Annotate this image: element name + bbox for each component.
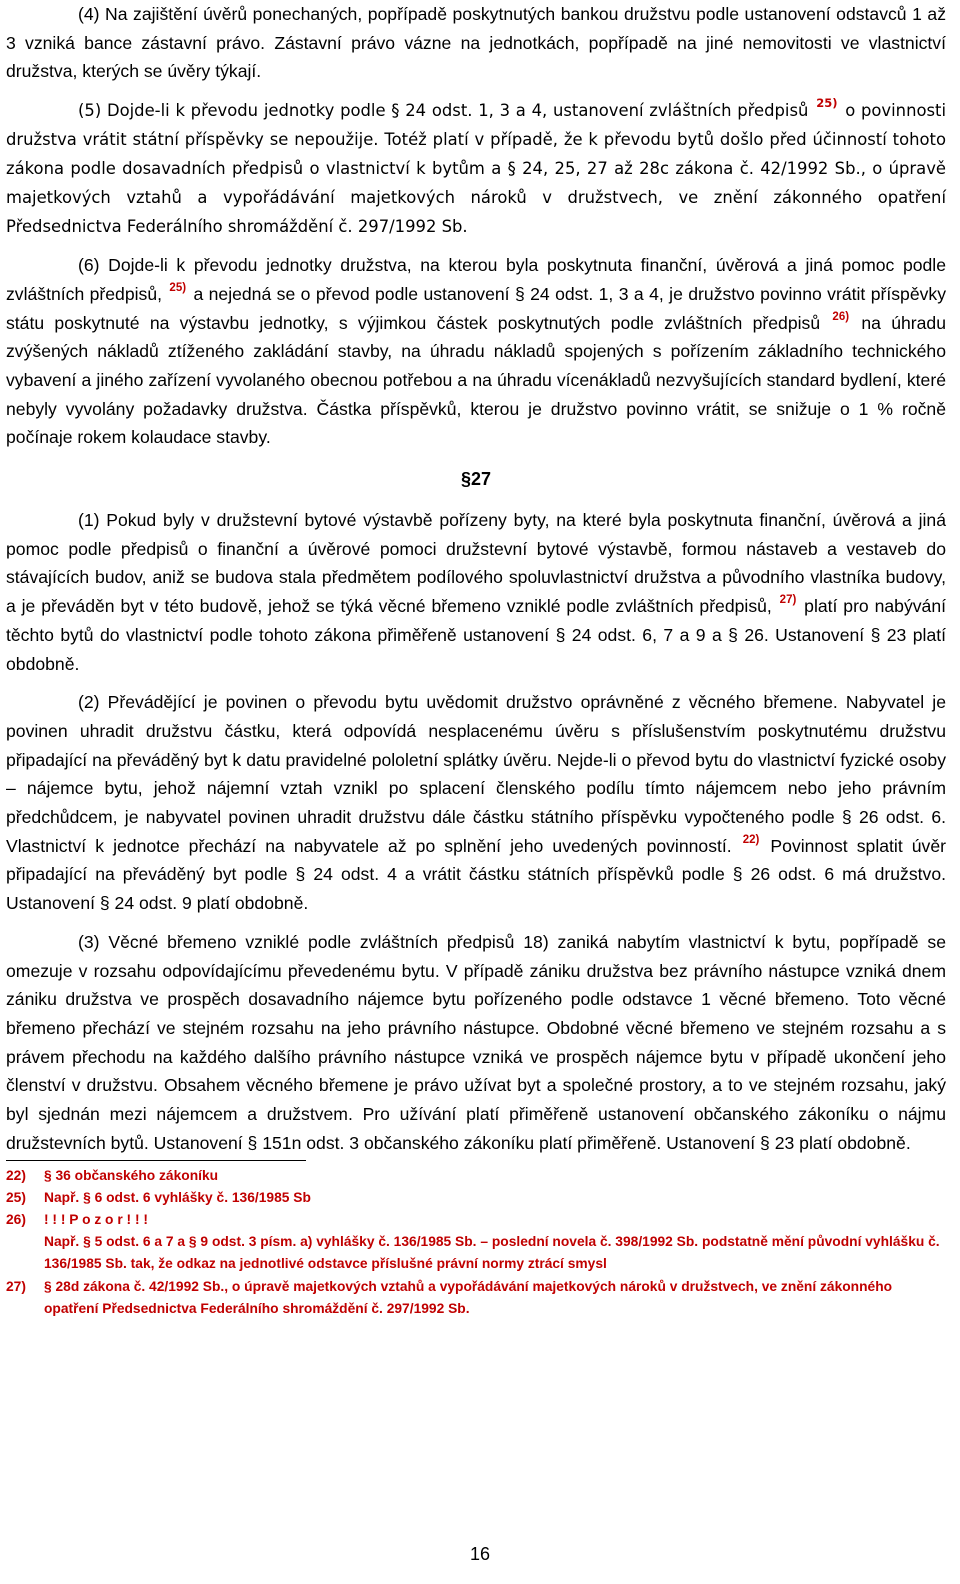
paragraph-1-text-b: platí pro nabývání těchto bytů do vlastnictví podle tohoto zákona přiměřeně ustanovení § 24 odst. 6, 7 a 9 a § 26. Ustanovení § 23 platí obdobně. [6, 596, 946, 674]
footnote-26 [6, 1209, 946, 1231]
footnote-27 [6, 1276, 946, 1320]
paragraph-6-text-b: a nejedná se o převod podle ustanovení § 24 odst. 1, 3 a 4, je družstvo povinno vrátit příspěvky státu poskytnuté na výstavbu jednotky, s výjimkou částek poskytnutých podle zvláštních předpisů [6, 283, 946, 333]
footnote-number: 25) [6, 1189, 26, 1205]
footnotes [6, 1165, 946, 1320]
paragraph-2-text-a: (2) Převádějící je povinen o převodu bytu uvědomit družstvo oprávněné z věcného břemene. Nabyvatel je povinen uhradit družstvu částku, která odpovídá nesplacenému úvěru s příslušenstvím poskytnutému družstvu připadající na převáděný byt k datu pravidelné pololetní splátky úvěru. Nejde-li o převod bytu do vlastnictví fyzické osoby – nájemce bytu, jehož nájemní vztah vznikl po splacení členského podílu tímto nájemcem nebo jeho právním předchůdcem, je nabyvatel povinen uhradit družstvu dále částku státního příspěvku vypočteného podle § 26 odst. 6. Vlastnictví k jednotce přechází na nabyvatele až po splnění jeho uvedených povinností. [6, 692, 946, 856]
footnote-text: Např. § 6 odst. 6 vyhlášky č. 136/1985 Sb [44, 1189, 311, 1205]
paragraph-6-text-c: na úhradu zvýšených nákladů ztíženého zakládání stavby, na úhradu nákladů spojených s pořízením základního technického vybavení a jiného zařízení vyvolaného obecnou potřebou a na úhradu vícenákladů nezvyšujících standard bydlení, které nebyly vyvolány požadavky družstva. Částka příspěvků, kterou je družstvo povinno vrátit, se snižuje o 1 % ročně počínaje rokem kolaudace stavby. [6, 312, 946, 448]
footnote-25 [6, 1187, 946, 1209]
footnote-number: 27) [6, 1278, 26, 1294]
paragraph-1-text-a: (1) Pokud byly v družstevní bytové výstavbě pořízeny byty, na které byla poskytnuta finanční, úvěrová a jiná pomoc podle předpisů o finanční a úvěrové pomoci družstevní bytové výstavbě, formou nástaveb a vestaveb do stávajících budov, aniž se budova stala předmětem podílového spoluvlastnictví družstva a původního vlastníka budovy, a je převáděn byt v této budově, jehož se týká věcné břemeno vzniklé podle zvláštních předpisů, [6, 510, 946, 617]
footnote-22 [6, 1165, 946, 1187]
section-27-paragraph-1 [6, 506, 946, 678]
section-heading: §27 [460, 469, 492, 490]
footnote-text: § 36 občanského zákoníku [44, 1167, 219, 1183]
footnote-number: 26) [6, 1211, 26, 1227]
paragraph-6-text-a: (6) Dojde-li k převodu jednotky družstva, na kterou byla poskytnuta finanční, úvěrová a jiná pomoc podle zvláštních předpisů, [6, 255, 946, 304]
footnote-number [6, 1231, 44, 1275]
paragraph-6 [6, 251, 946, 452]
footnote-number: 22) [6, 1167, 26, 1183]
page-number: 16 [469, 1544, 491, 1564]
footnote-ref-27[interactable]: 27) [779, 594, 797, 607]
footnote-text: § 28d zákona č. 42/1992 Sb., o úpravě majetkových vztahů a vypořádávání majetkových nároků v družstvech, ve znění zákonného opatření Předsednictva Federálního shromáždění č. 297/1992 Sb. [44, 1278, 893, 1316]
paragraph-5-text-a: (5) Dojde-li k převodu jednotky podle § 24 odst. 1, 3 a 4, ustanovení zvláštních předpisů [78, 101, 809, 121]
footnote-ref-25[interactable]: 25) [816, 96, 838, 111]
paragraph-4: (4) Na zajištění úvěrů ponechaných, popřípadě poskytnutých bankou družstvu podle ustanovení odstavců 1 až 3 vzniká bance zástavní právo. Zástavní právo vázne na jednotkách, popřípadě na jiné nemovitosti ve vlastnictví družstva, kterých se úvěry týkají. [6, 4, 946, 82]
paragraph-5 [6, 96, 946, 241]
document-page [6, 0, 946, 1320]
paragraph-5-text-b: o povinnosti družstva vrátit státní příspěvky se nepoužije. Totéž platí v případě, že k převodu bytů došlo před účinností tohoto zákona podle dosavadních předpisů o vlastnictví k bytům a § 24, 25, 27 až 28c zákona č. 42/1992 Sb., o úpravě majetkových vztahů a vypořádávání majetkových nároků v družstvech, ve znění zákonného opatření Předsednictva Federálního shromáždění č. 297/1992 Sb. [6, 101, 947, 237]
section-27-paragraph-3: (3) Věcné břemeno vzniklé podle zvláštních předpisů 18) zaniká nabytím vlastnictví k bytu, popřípadě se omezuje v rozsahu odpovídajícímu převedenému bytu. V případě zániku družstva bez právního nástupce vzniká dnem zániku družstva ve prospěch dosavadního nájemce bytu pořízeného podle odstavce 1 věcné břemeno. Toto věcné břemeno přechází ve stejném rozsahu na jeho právního nástupce. Obdobné věcné břemeno ve stejném rozsahu a s právem přechodu na každého dalšího právního nástupce vzniká ve prospěch nájemce bytu v případě ukončení jeho členství v družstvu. Obsahem věcného břemene je právo užívat byt a společné prostory, a to ve stejném rozsahu, jaký byl sjednán mezi nájemcem a družstvem. Pro užívání platí přiměřeně ustanovení občanského zákoníku o nájmu družstevních bytů. Ustanovení § 151n odst. 3 občanského zákoníku platí přiměřeně. Ustanovení § 23 platí obdobně. [6, 931, 946, 1153]
footnote-ref-25[interactable]: 25) [169, 281, 187, 294]
footnote-divider [6, 1160, 306, 1161]
section-27-paragraph-2 [6, 688, 946, 918]
footnote-text: Např. § 5 odst. 6 a 7 a § 9 odst. 3 písm. a) vyhlášky č. 136/1985 Sb. – poslední novela č. 398/1992 Sb. podstatně mění původní vyhlášku č. 136/1985 Sb. tak, že odkaz na jednotlivé odstavce příslušné právní normy ztrácí smysl [44, 1234, 940, 1272]
footnote-text: ! ! ! P o z o r ! ! ! [44, 1211, 148, 1227]
footnote-ref-26[interactable]: 26) [832, 310, 850, 323]
paragraph-2-text-b: Povinnost splatit úvěr připadající na převáděný byt podle § 24 odst. 4 a vrátit částku státních příspěvků podle § 26 odst. 6 má družstvo. Ustanovení § 24 odst. 9 platí obdobně. [6, 835, 946, 914]
footnote-26-continued [6, 1231, 946, 1275]
footnote-ref-22[interactable]: 22) [742, 833, 760, 846]
